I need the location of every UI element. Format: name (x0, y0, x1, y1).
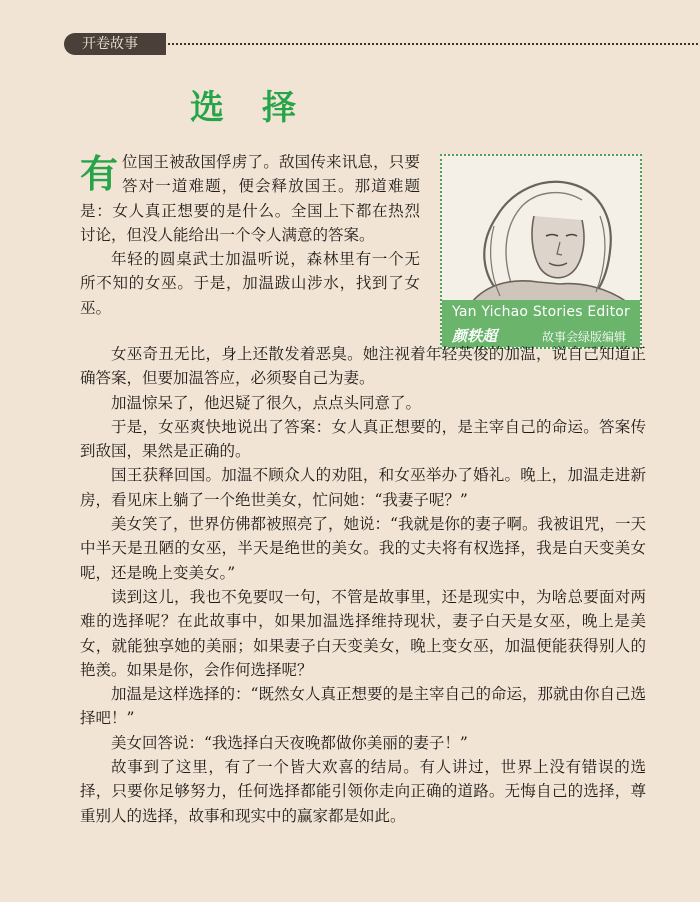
caption-english: Yan Yichao Stories Editor (452, 304, 631, 320)
caption-editor-name: 颜轶超 (452, 327, 498, 345)
paragraph-10: 美女回答说：“我选择白天夜晚都做你美丽的妻子！” (111, 733, 468, 752)
paragraph-11: 故事到了这里，有了一个皆大欢喜的结局。有人讲过，世界上没有错误的选择，只要你足够努力，任何选择都能引领你走向正确的道路。无悔自己的选择，尊重别人的选择，故事和现实中的赢家都是如此。 (80, 758, 646, 825)
caption-editor-role: 故事会绿版编辑 (541, 330, 626, 344)
dotted-divider (168, 43, 698, 45)
portrait-caption (442, 300, 640, 347)
editor-portrait (440, 154, 642, 349)
article-title: 选择 (190, 88, 334, 128)
paragraph-9: 加温是这样选择的：“既然女人真正想要的是主宰自己的命运，那就由你自己选择吧！” (80, 685, 646, 728)
paragraph-7: 美女笑了，世界仿佛都被照亮了，她说：“我就是你的妻子啊。我被诅咒，一天中半天是丑陋的女巫，半天是绝世的美女。我的丈夫将有权选择，我是白天变美女呢，还是晚上变美女。” (80, 515, 646, 582)
section-tab: 开卷故事 (64, 33, 166, 55)
paragraph-2: 年轻的圆桌武士加温听说，森林里有一个无所不知的女巫。于是，加温跋山涉水，找到了女巫。 (80, 250, 420, 317)
paragraph-8: 读到这儿，我也不免要叹一句，不管是故事里，还是现实中，为啥总要面对两难的选择呢？在此故事中，如果加温选择维持现状，妻子白天是女巫，晚上是美女，就能独享她的美丽；如果妻子白天变美女，晚上变女巫，加温便能获得别人的艳羡。如果是你，会作何选择呢？ (80, 587, 646, 679)
article-body-narrow (80, 150, 420, 320)
paragraph-1 (80, 150, 420, 247)
portrait-sketch (442, 156, 640, 302)
paragraph-6: 国王获释回国。加温不顾众人的劝阻，和女巫举办了婚礼。晚上，加温走进新房，看见床上躺了一个绝世美女，忙问她：“我妻子呢？” (80, 466, 646, 509)
paragraph-4: 加温惊呆了，他迟疑了很久，点点头同意了。 (111, 393, 422, 412)
drop-cap: 有 (80, 152, 119, 196)
paragraph-5: 于是，女巫爽快地说出了答案：女人真正想要的，是主宰自己的命运。答案传到敌国，果然是正确的。 (80, 417, 646, 461)
paragraph-1-text: 位国王被敌国俘虏了。敌国传来讯息，只要答对一道难题，便会释放国王。那道难题是：女人真正想要的是什么。全国上下都在热烈讨论，但没人能给出一个令人满意的答案。 (80, 153, 420, 244)
article-body-wide (80, 342, 646, 828)
paragraph-3: 女巫奇丑无比，身上还散发着恶臭。她注视着年轻英俊的加温，说自己知道正确答案，但要加温答应，必须娶自己为妻。 (80, 345, 646, 388)
